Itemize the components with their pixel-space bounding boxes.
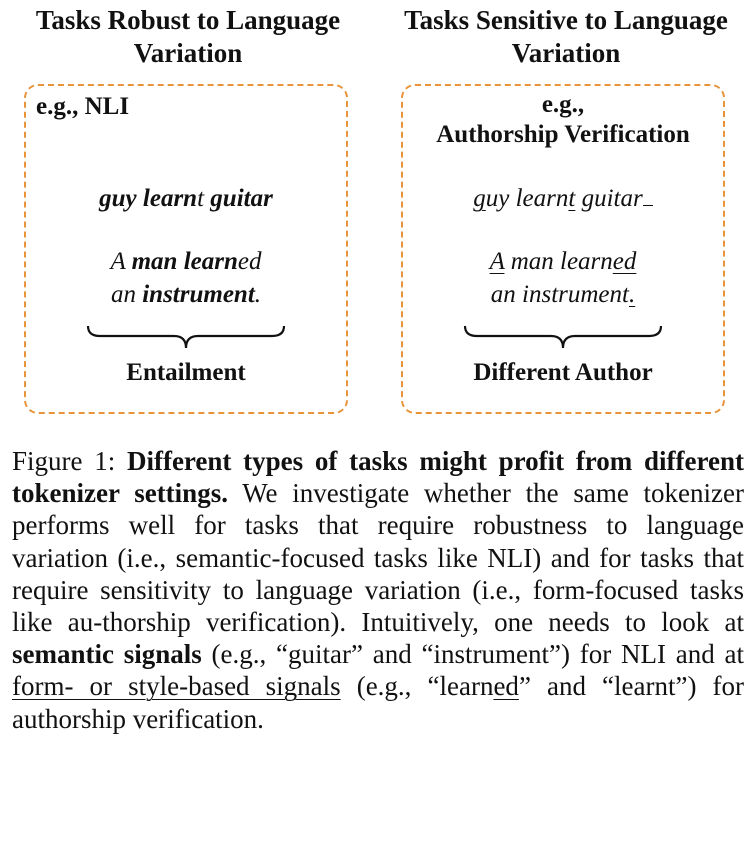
token: A <box>489 248 505 275</box>
robust-tasks-title: Tasks Robust to Language Variation <box>35 5 341 68</box>
token: . <box>628 281 636 308</box>
caption-text: (e.g., “guitar” and “instrument”) for NLI and at <box>201 639 744 670</box>
nli-example-label: e.g., NLI <box>36 93 130 120</box>
space-token-marker <box>643 185 653 206</box>
example-prefix: e.g., <box>541 91 585 118</box>
sensitive-example-panel <box>401 84 725 414</box>
token: instrument <box>142 281 255 308</box>
different-author-label: Different Author <box>473 359 653 386</box>
token: guy learn <box>99 185 198 212</box>
caption-text: (e.g., “learn <box>340 671 494 702</box>
token: guitar <box>575 185 643 212</box>
token: ed <box>237 248 262 275</box>
right-brace-icon <box>463 322 663 352</box>
caption-text: thorship verification). Intuitively, one needs to look at <box>102 607 744 638</box>
left-sentence2-line2 <box>26 279 346 310</box>
left-sentence1 <box>26 183 346 214</box>
left-sentence2-line1 <box>26 246 346 277</box>
entailment-label: Entailment <box>126 359 246 386</box>
token: t <box>568 185 576 212</box>
left-brace-icon <box>86 322 286 352</box>
right-sentence1 <box>403 183 723 214</box>
authorship-example-label <box>403 90 723 150</box>
caption-form-signals: form- or style-based signals <box>12 671 341 702</box>
right-sentence2-line1 <box>403 246 723 277</box>
token: ed <box>612 248 637 275</box>
sensitive-tasks-title: Tasks Sensitive to Language Variation <box>404 5 728 68</box>
token: t <box>197 185 205 212</box>
token: an <box>110 281 143 308</box>
caption-text: ” and “learnt”) for authorship verification. <box>12 671 745 734</box>
example-task: Authorship Verification <box>436 121 690 148</box>
figure-caption <box>12 445 744 735</box>
token: g <box>473 185 486 212</box>
caption-title: Different types of tasks might profit from different tokenizer settings. <box>12 446 744 509</box>
robust-example-panel <box>24 84 348 414</box>
caption-semantic-signals: semantic signals <box>12 639 202 670</box>
right-sentence2-line2 <box>403 279 723 310</box>
token: . <box>254 281 262 308</box>
caption-ed-token: ed <box>493 671 519 702</box>
caption-prefix: Figure 1: <box>12 446 127 476</box>
caption-text: We investigate whether the same tokenizer performs well for tasks that require robustness to language variation (i.e., semantic-focused tasks like NLI) and for tasks that require sensitivity to language variation (i.e., form-focused tasks like au- <box>12 478 744 638</box>
token: an instrument <box>490 281 629 308</box>
token: guitar <box>204 185 273 212</box>
token: man learn <box>131 248 238 275</box>
token: A <box>110 248 132 275</box>
token: man learn <box>504 248 613 275</box>
token: uy learn <box>485 185 569 212</box>
